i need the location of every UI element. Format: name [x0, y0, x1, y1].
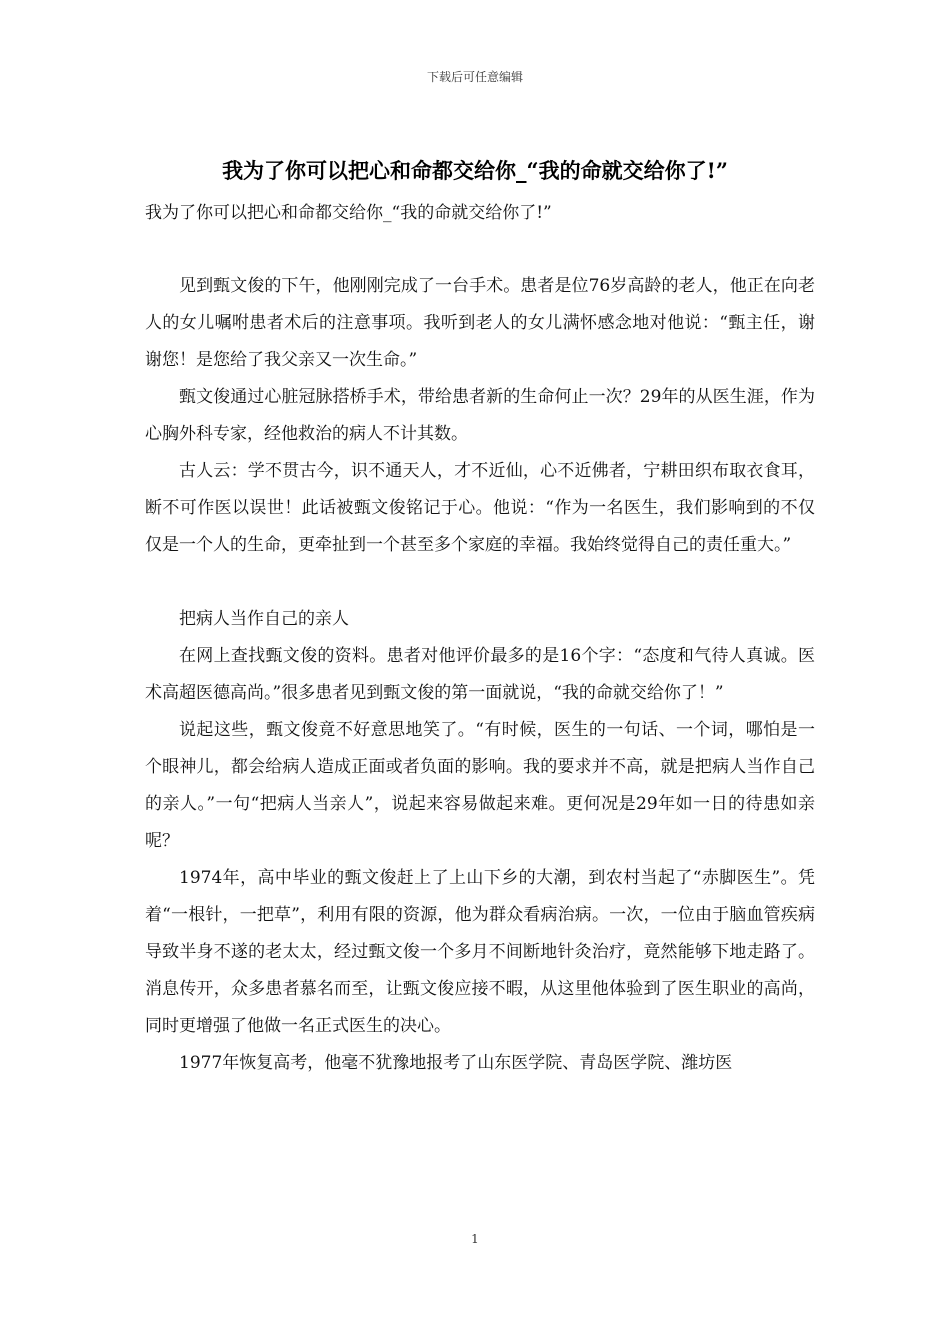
- page-number: 1: [471, 1232, 479, 1246]
- paragraph: 古人云：学不贯古今，识不通天人，才不近仙，心不近佛者，宁耕田织布取衣食耳，断不可作医以误世！此话被甄文俊铭记于心。他说：“作为一名医生，我们影响到的不仅仅是一个人的生命，更牵扯到一个甚至多个家庭的幸福。我始终觉得自己的责任重大。”: [145, 461, 815, 555]
- paragraph: 说起这些，甄文俊竟不好意思地笑了。“有时候，医生的一句话、一个词，哪怕是一个眼神儿，都会给病人造成正面或者负面的影响。我的要求并不高，就是把病人当作自己的亲人。”一句“把病人当亲人”，说起来容易做起来难。更何况是29年如一日的待患如亲呢？: [145, 720, 815, 851]
- document-title: 我为了你可以把心和命都交给你_“我的命就交给你了!”: [222, 158, 728, 183]
- page-header-note: 下载后可任意编辑: [426, 70, 523, 84]
- paragraph: 在网上查找甄文俊的资料。患者对他评价最多的是16个字：“态度和气待人真诚。医术高超医德高尚。”很多患者见到甄文俊的第一面就说，“我的命就交给你了！”: [145, 646, 815, 703]
- section-heading: 把病人当作自己的亲人: [179, 609, 349, 629]
- paragraph: 甄文俊通过心脏冠脉搭桥手术，带给患者新的生命何止一次？29年的从医生涯，作为心胸外科专家，经他救治的病人不计其数。: [145, 387, 815, 444]
- document-subtitle: 我为了你可以把心和命都交给你_“我的命就交给你了!”: [145, 203, 552, 223]
- article-body-part1: [145, 268, 815, 1082]
- paragraph: 1974年，高中毕业的甄文俊赶上了上山下乡的大潮，到农村当起了“赤脚医生”。凭着“一根针，一把草”，利用有限的资源，他为群众看病治病。一次，一位由于脑血管疾病导致半身不遂的老太太，经过甄文俊一个多月不间断地针灸治疗，竟然能够下地走路了。消息传开，众多患者慕名而至，让甄文俊应接不暇，从这里他体验到了医生职业的高尚，同时更增强了他做一名正式医生的决心。: [145, 868, 815, 1036]
- paragraph: 1977年恢复高考，他毫不犹豫地报考了山东医学院、青岛医学院、潍坊医: [179, 1053, 733, 1073]
- paragraph: 见到甄文俊的下午，他刚刚完成了一台手术。患者是位76岁高龄的老人，他正在向老人的女儿嘱咐患者术后的注意事项。我听到老人的女儿满怀感念地对他说：“甄主任，谢谢您！是您给了我父亲又一次生命。”: [145, 276, 815, 370]
